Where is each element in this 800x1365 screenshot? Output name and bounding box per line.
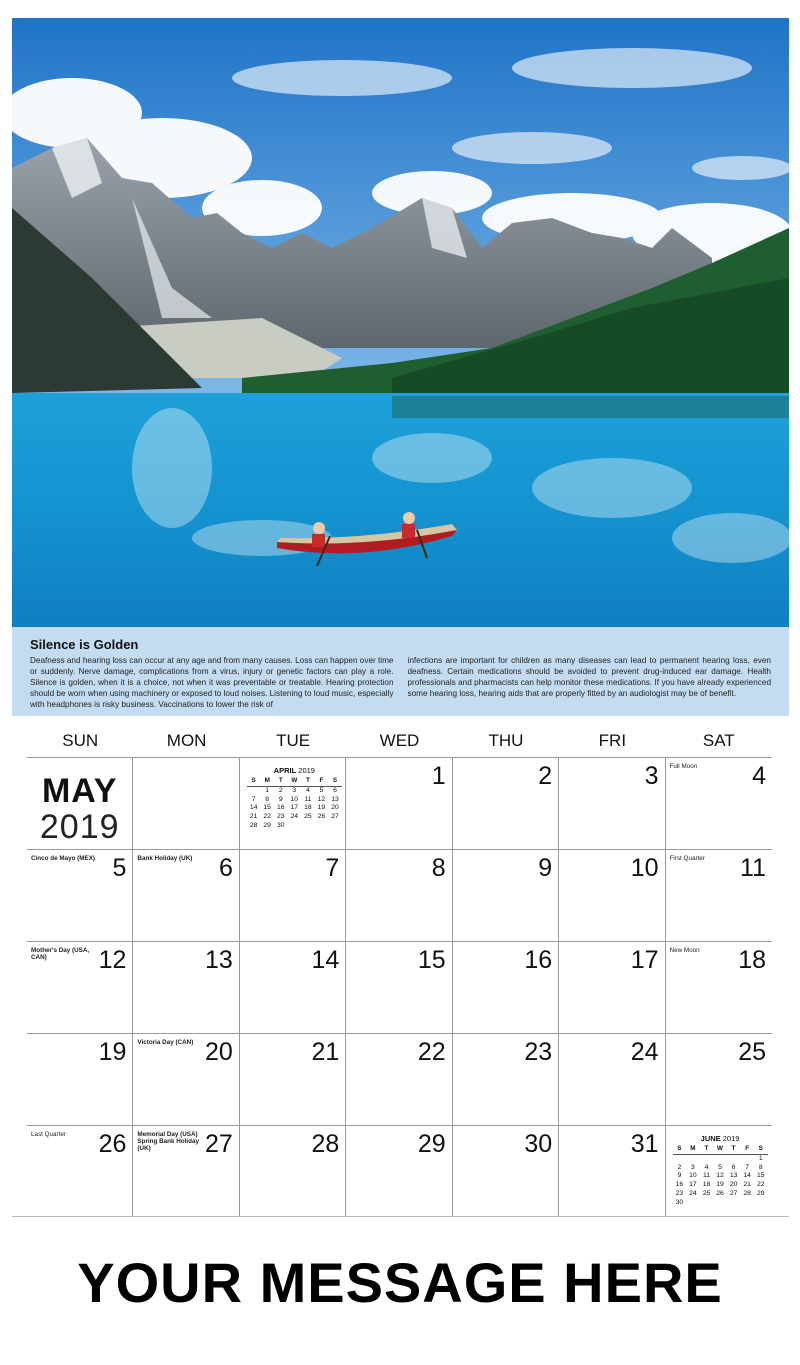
day-number: 20 xyxy=(205,1038,233,1066)
day-cell-17 xyxy=(559,941,665,1033)
day-headers-row xyxy=(27,727,772,755)
mini-calendar-day: 7 xyxy=(251,795,256,803)
mini-calendar-day: 14 xyxy=(743,1172,751,1180)
day-cell-4 xyxy=(666,757,772,849)
mini-calendar-weekday: W xyxy=(713,1145,727,1154)
day-cell-7 xyxy=(240,849,346,941)
day-number: 26 xyxy=(98,1130,127,1158)
article-panel xyxy=(12,627,789,716)
mini-calendar-day: 9 xyxy=(278,795,283,803)
mini-calendar-year: 2019 xyxy=(298,766,315,775)
day-cell-2 xyxy=(453,757,559,849)
mini-calendar-weekday: S xyxy=(673,1145,687,1154)
mini-calendar-weekday: M xyxy=(686,1145,700,1154)
day-header-tue: TUE xyxy=(276,731,311,750)
mini-calendar-day: 17 xyxy=(689,1181,697,1189)
mini-calendar-day: 19 xyxy=(317,804,326,812)
mini-calendar-day xyxy=(686,1199,700,1208)
mini-calendar-june xyxy=(673,1134,768,1208)
mini-calendar-day xyxy=(673,1154,687,1163)
day-number: 7 xyxy=(325,854,340,882)
mini-calendar-day: 8 xyxy=(758,1163,763,1171)
mini-calendar-day: 13 xyxy=(331,795,339,803)
mini-calendar-day xyxy=(740,1154,754,1163)
day-cell-30 xyxy=(453,1125,559,1217)
mini-calendar-day: 10 xyxy=(689,1172,697,1180)
day-note: Bank Holiday (UK) xyxy=(137,855,193,862)
day-header-sun: SUN xyxy=(62,731,99,750)
day-note: New Moon xyxy=(669,947,700,954)
mini-calendar-day: 14 xyxy=(249,804,258,812)
mini-calendar-day: 7 xyxy=(745,1163,750,1171)
day-cell-20 xyxy=(133,1033,239,1125)
mini-calendar-day: 4 xyxy=(704,1163,709,1171)
mini-calendar-day: 2 xyxy=(677,1163,682,1171)
day-number: 8 xyxy=(431,854,446,882)
article-column-2: infections are important for children as many diseases can lead to permanent hearing loss, even deafness. Certain medications should be avoided to prevent drug-induced ear damage. Health professionals and pharmacists can help monitor these medications. If you have already experienced some hearing loss, hearing aids that are properly fitted by an audiologist may be of benefit. xyxy=(407,656,771,698)
day-cell-18 xyxy=(666,941,772,1033)
day-number: 5 xyxy=(112,854,127,882)
mini-calendar-day: 21 xyxy=(249,813,258,821)
day-number: 13 xyxy=(205,946,233,974)
day-number: 15 xyxy=(417,946,446,974)
mini-calendar-day: 23 xyxy=(675,1189,684,1197)
article-title: Silence is Golden xyxy=(30,637,139,652)
mini-calendar-day: 28 xyxy=(743,1189,751,1197)
day-number: 22 xyxy=(417,1038,446,1066)
day-cell-11 xyxy=(666,849,772,941)
mini-calendar-weekday: M xyxy=(260,777,274,786)
day-cell-19 xyxy=(27,1033,133,1125)
day-cell-29 xyxy=(346,1125,452,1217)
mini-calendar-day xyxy=(754,1199,768,1208)
day-number: 23 xyxy=(524,1038,553,1066)
month-year: 2019 xyxy=(39,808,120,846)
mini-calendar-day: 26 xyxy=(317,813,326,821)
day-number: 17 xyxy=(630,946,659,974)
mini-calendar-weekday: F xyxy=(740,1145,754,1154)
mini-calendar-cell xyxy=(666,1125,772,1217)
day-header-fri: FRI xyxy=(598,731,627,750)
day-header-mon: MON xyxy=(166,731,207,750)
mini-calendar-title xyxy=(673,1134,768,1143)
mini-calendar-month: JUNE xyxy=(700,1134,721,1143)
day-number: 4 xyxy=(752,762,766,790)
day-cell-24 xyxy=(559,1033,665,1125)
mini-calendar-table xyxy=(247,777,342,831)
day-number: 10 xyxy=(630,854,659,882)
day-number: 27 xyxy=(205,1130,233,1158)
mini-calendar-day xyxy=(328,822,342,831)
day-number: 21 xyxy=(311,1038,340,1066)
mini-calendar-weekday: T xyxy=(700,1145,714,1154)
mini-calendar-title xyxy=(247,766,342,775)
mini-calendar-day: 16 xyxy=(675,1181,684,1189)
mini-calendar-day: 17 xyxy=(290,804,299,812)
mini-calendar-day: 29 xyxy=(756,1189,765,1197)
mini-calendar-day: 27 xyxy=(729,1189,738,1197)
calendar-grid xyxy=(27,757,772,1217)
mini-calendar-month: APRIL xyxy=(273,766,297,775)
mini-calendar-day: 4 xyxy=(305,786,310,794)
divider xyxy=(12,1216,789,1217)
landscape-photo xyxy=(12,18,789,627)
day-note: First Quarter xyxy=(669,855,705,862)
mini-calendar-weekday: S xyxy=(328,777,342,786)
day-cell-31 xyxy=(559,1125,665,1217)
mini-calendar-weekday: T xyxy=(274,777,288,786)
mini-calendar-day: 5 xyxy=(319,786,324,794)
day-number: 16 xyxy=(524,946,553,974)
day-cell-28 xyxy=(240,1125,346,1217)
mini-calendar-day: 29 xyxy=(263,821,271,829)
mini-calendar-day xyxy=(288,822,302,831)
mini-calendar-day: 8 xyxy=(265,795,270,803)
mini-calendar-day xyxy=(713,1199,727,1208)
day-header-sat: SAT xyxy=(702,731,735,750)
calendar xyxy=(27,727,772,1217)
mini-calendar-table xyxy=(673,1145,768,1208)
mini-calendar-weekday: F xyxy=(315,777,329,786)
day-note: Memorial Day (USA) Spring Bank Holiday (UK) xyxy=(137,1131,200,1152)
mini-calendar-year: 2019 xyxy=(722,1134,740,1143)
day-header-wed: WED xyxy=(379,731,420,750)
day-number: 19 xyxy=(98,1038,127,1066)
mini-calendar-day: 20 xyxy=(729,1181,738,1189)
mini-calendar-day: 2 xyxy=(278,786,283,794)
day-cell-15 xyxy=(346,941,452,1033)
mini-calendar-day: 25 xyxy=(702,1189,711,1197)
mini-calendar-day: 15 xyxy=(756,1172,765,1180)
mini-calendar-day: 11 xyxy=(702,1172,710,1180)
day-number: 9 xyxy=(538,854,553,882)
day-cell-5 xyxy=(27,849,133,941)
mini-calendar-weekday: S xyxy=(247,777,261,786)
day-number: 30 xyxy=(524,1130,553,1158)
mini-calendar-day xyxy=(247,786,261,795)
day-number: 29 xyxy=(417,1130,446,1158)
mini-calendar-day xyxy=(315,822,329,831)
mini-calendar-day: 30 xyxy=(675,1198,684,1206)
day-cell-16 xyxy=(453,941,559,1033)
mini-calendar-day: 20 xyxy=(331,804,339,812)
mini-calendar-cell xyxy=(240,757,346,849)
mini-calendar-day: 23 xyxy=(276,813,285,821)
mini-calendar-day: 21 xyxy=(743,1181,751,1189)
day-number: 1 xyxy=(431,762,446,790)
day-note: Last Quarter xyxy=(31,1131,66,1138)
mini-calendar-day: 22 xyxy=(263,813,271,821)
day-cell-25 xyxy=(666,1033,772,1125)
day-cell-6 xyxy=(133,849,239,941)
mini-calendar-day xyxy=(700,1154,714,1163)
day-note: Mother's Day (USA, CAN) xyxy=(31,947,90,961)
day-number: 31 xyxy=(630,1130,659,1158)
month-label-cell xyxy=(27,757,133,849)
mini-calendar-day: 6 xyxy=(731,1163,736,1171)
day-header-thu: THU xyxy=(488,731,524,750)
day-cell-12 xyxy=(27,941,133,1033)
day-cell-14 xyxy=(240,941,346,1033)
day-number: 24 xyxy=(630,1038,659,1066)
mini-calendar-day: 1 xyxy=(758,1154,763,1162)
mini-calendar-day: 22 xyxy=(756,1181,765,1189)
day-cell-13 xyxy=(133,941,239,1033)
mini-calendar-day xyxy=(727,1199,741,1208)
mini-calendar-day: 10 xyxy=(290,795,299,803)
day-number: 14 xyxy=(311,946,340,974)
day-cell-3 xyxy=(559,757,665,849)
article-column-1: Deafness and hearing loss can occur at any age and from many causes. Loss can happen over time or suddenly. Nerve damage, complications from a virus, injury or genetic factors can play a role. Silence is golden, when it is a choice, not when it was preventable or treatable. Hearing protection should be worn when using machinery or exposed to loud noises. Listening to loud music, especially with headphones is risky business. Vaccinations to lower the risk of xyxy=(30,656,394,709)
mini-calendar-weekday: T xyxy=(727,1145,741,1154)
day-cell-8 xyxy=(346,849,452,941)
day-number: 11 xyxy=(740,854,766,882)
mini-calendar-day: 27 xyxy=(331,813,339,821)
mini-calendar-day: 30 xyxy=(276,821,285,829)
day-number: 25 xyxy=(738,1038,766,1066)
mini-calendar-day: 12 xyxy=(317,795,326,803)
mini-calendar-day: 5 xyxy=(718,1163,722,1171)
mini-calendar-day: 26 xyxy=(716,1189,724,1197)
mini-calendar-day: 3 xyxy=(691,1163,695,1171)
mini-calendar-day: 24 xyxy=(689,1189,697,1197)
day-note: Victoria Day (CAN) xyxy=(137,1039,194,1046)
day-number: 18 xyxy=(738,946,766,974)
day-cell-21 xyxy=(240,1033,346,1125)
day-cell-10 xyxy=(559,849,665,941)
day-cell-27 xyxy=(133,1125,239,1217)
day-cell-9 xyxy=(453,849,559,941)
mini-calendar-weekday: W xyxy=(288,777,302,786)
day-note: Cinco de Mayo (MEX) xyxy=(31,855,96,862)
mini-calendar-day: 15 xyxy=(263,804,271,812)
day-number: 6 xyxy=(218,854,233,882)
mini-calendar-day xyxy=(686,1154,700,1163)
mini-calendar-weekday: T xyxy=(301,777,315,786)
mini-calendar-day: 18 xyxy=(304,804,312,812)
mini-calendar-day: 25 xyxy=(304,813,312,821)
mini-calendar-day: 9 xyxy=(677,1172,682,1180)
day-cell-26 xyxy=(27,1125,133,1217)
mini-calendar-day: 18 xyxy=(702,1181,711,1189)
mini-calendar-april xyxy=(247,766,342,831)
month-name: MAY xyxy=(41,772,118,810)
mini-calendar-day: 6 xyxy=(333,786,337,794)
mini-calendar-day xyxy=(301,822,315,831)
mini-calendar-day: 1 xyxy=(265,786,270,794)
day-number: 12 xyxy=(98,946,127,974)
mini-calendar-day: 11 xyxy=(304,795,312,803)
mini-calendar-day: 3 xyxy=(292,786,297,794)
empty-cell xyxy=(133,757,239,849)
day-number: 2 xyxy=(538,762,553,790)
article-body xyxy=(30,655,771,710)
day-cell-22 xyxy=(346,1033,452,1125)
mini-calendar-day xyxy=(700,1199,714,1208)
mini-calendar-weekday: S xyxy=(754,1145,768,1154)
day-number: 3 xyxy=(644,762,659,790)
mini-calendar-day: 19 xyxy=(716,1181,724,1189)
day-number: 28 xyxy=(311,1130,340,1158)
mini-calendar-day xyxy=(713,1154,727,1163)
day-cell-1 xyxy=(346,757,452,849)
message-banner: YOUR MESSAGE HERE xyxy=(77,1251,723,1314)
mini-calendar-day xyxy=(727,1154,741,1163)
mini-calendar-day: 24 xyxy=(290,813,299,821)
day-cell-23 xyxy=(453,1033,559,1125)
mini-calendar-day xyxy=(740,1199,754,1208)
mini-calendar-day: 28 xyxy=(249,821,258,829)
day-note: Full Moon xyxy=(669,763,698,770)
mini-calendar-day: 12 xyxy=(716,1172,724,1180)
mini-calendar-day: 16 xyxy=(276,804,285,812)
mini-calendar-day: 13 xyxy=(729,1172,738,1180)
